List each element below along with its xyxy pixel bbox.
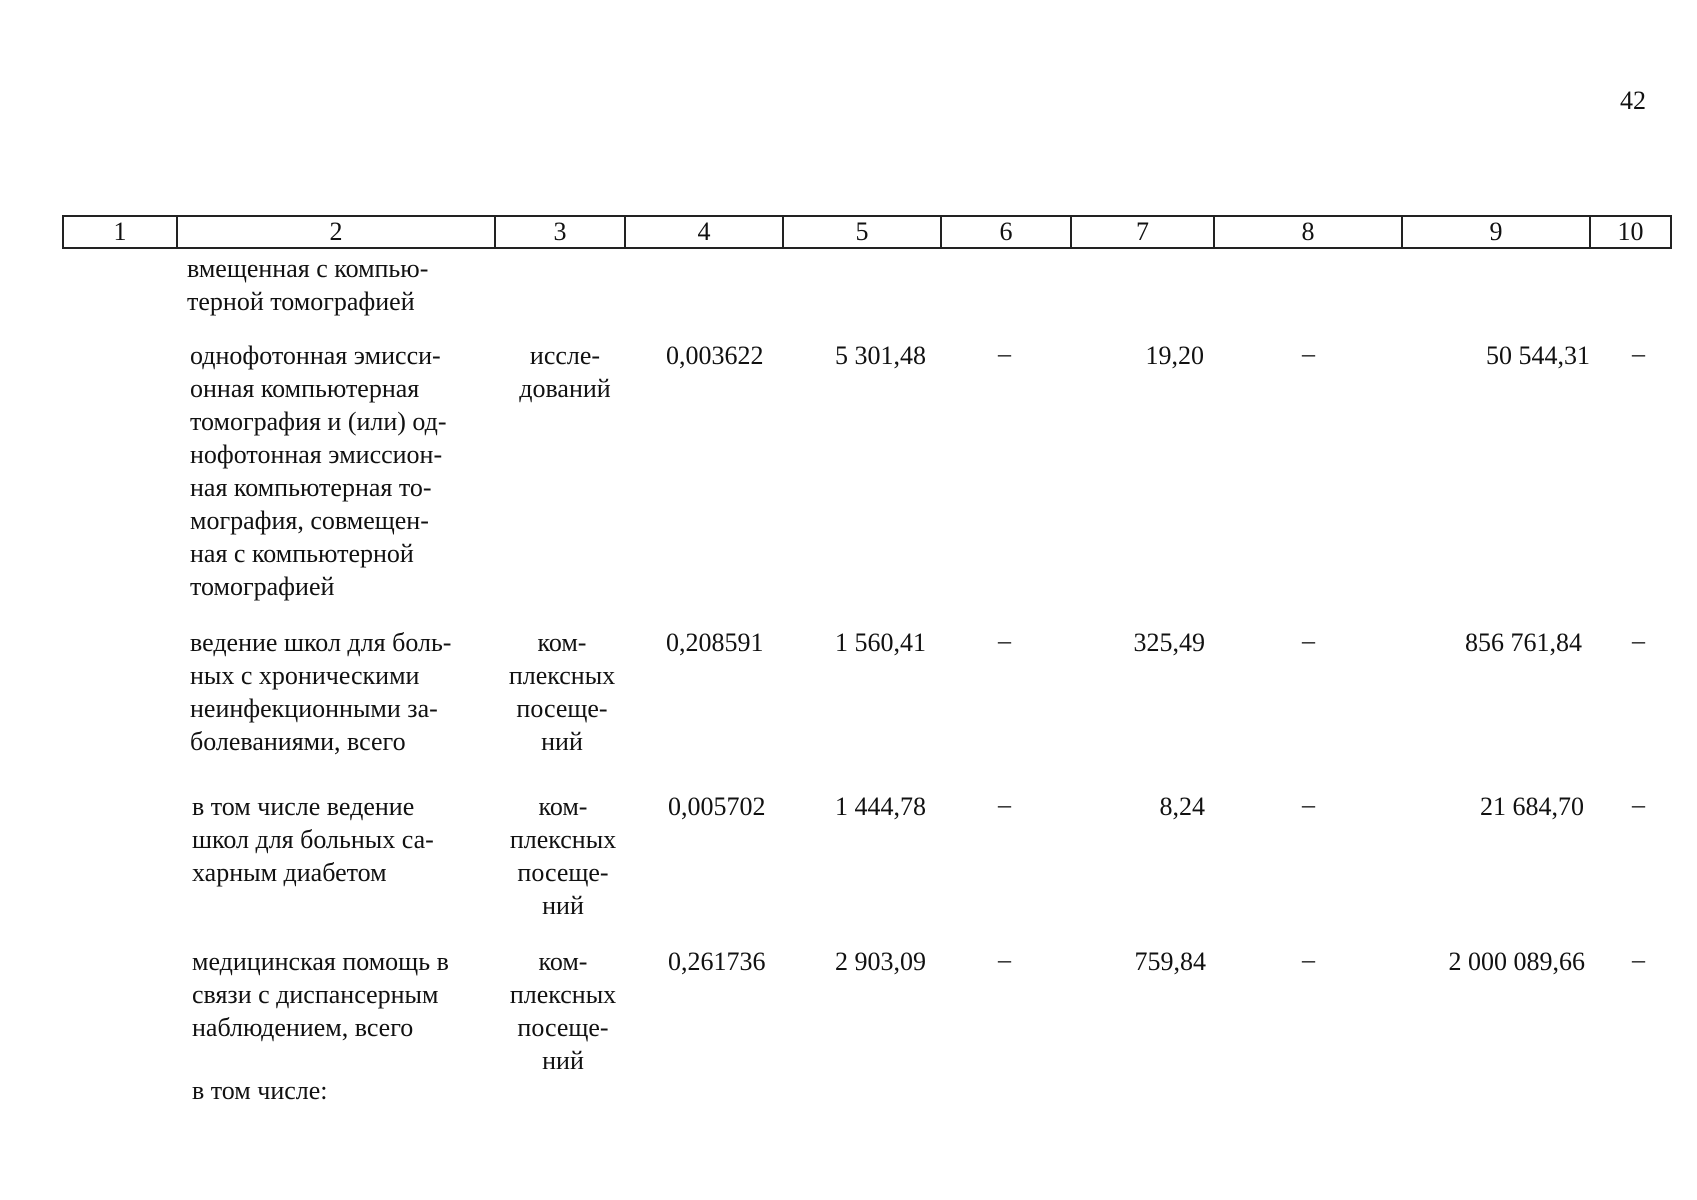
text-line: неинфекционными за- [190, 694, 438, 723]
header-col-7: 7 [1071, 216, 1214, 248]
text-line: ком- [538, 947, 588, 976]
text-line: ком- [537, 628, 587, 657]
text-line: мография, совмещен- [190, 506, 429, 535]
header-col-4: 4 [625, 216, 783, 248]
text-line: плексных [509, 825, 617, 854]
row-4-col10: – [1632, 945, 1645, 974]
text-line: ний [542, 891, 584, 920]
row-3-col6: – [998, 790, 1011, 819]
row-1-col4: 0,003622 [666, 341, 764, 370]
row-2-col4: 0,208591 [666, 628, 764, 657]
text-line: нофотонная эмиссион- [190, 440, 443, 469]
row-3-col10: – [1632, 790, 1645, 819]
text-line: ведение школ для боль- [190, 628, 452, 657]
text-line: школ для больных са- [192, 825, 434, 854]
text-line: иссле- [529, 341, 601, 370]
row-2-name [190, 626, 488, 758]
text-line: ных с хроническими [190, 661, 420, 690]
row-1-col9: 50 544,31 [1486, 341, 1590, 370]
text-line: ная с компьютерной [190, 539, 414, 568]
text-line: ком- [538, 792, 588, 821]
row-3-col9: 21 684,70 [1480, 792, 1584, 821]
header-col-1: 1 [63, 216, 177, 248]
row-3-name [192, 790, 490, 889]
row-1-col7: 19,20 [1145, 341, 1204, 370]
text-line: в том числе ведение [192, 792, 415, 821]
text-line: медицинская помощь в [192, 947, 449, 976]
row-3-col7: 8,24 [1159, 792, 1205, 821]
text-line: посеще- [517, 1013, 609, 1042]
text-line: ний [542, 1046, 584, 1075]
row-2-col5: 1 560,41 [835, 628, 926, 657]
header-col-2: 2 [177, 216, 495, 248]
text-line: посеще- [516, 694, 608, 723]
column-number-header [62, 215, 1672, 249]
row-1-col6: – [998, 339, 1011, 368]
header-col-3: 3 [495, 216, 625, 248]
footer-text: в том числе: [192, 1076, 328, 1105]
text-line: томография и (или) од- [190, 407, 447, 436]
text-line: ний [541, 727, 583, 756]
row-2-unit [502, 626, 622, 758]
row-4-col5: 2 903,09 [835, 947, 926, 976]
text-line: онная компьютерная [190, 374, 420, 403]
header-col-5: 5 [783, 216, 941, 248]
row-3-col8: – [1302, 790, 1315, 819]
row-1-col10: – [1632, 339, 1645, 368]
row-4-col8: – [1302, 945, 1315, 974]
row-2-col6: – [998, 626, 1011, 655]
page-number: 42 [1620, 86, 1646, 115]
row-3-col4: 0,005702 [668, 792, 766, 821]
text-line: связи с диспансерным [192, 980, 439, 1009]
text-line: однофотонная эмисси- [190, 341, 441, 370]
text-line: вмещенная с компью- [187, 254, 429, 283]
row-4-col6: – [998, 945, 1011, 974]
row-2-col9: 856 761,84 [1465, 628, 1582, 657]
row-4-col7: 759,84 [1134, 947, 1206, 976]
row-4-col4: 0,261736 [668, 947, 766, 976]
text-line: дований [519, 374, 611, 403]
row-2-col7: 325,49 [1133, 628, 1205, 657]
text-line: ная компьютерная то- [190, 473, 432, 502]
header-col-6: 6 [941, 216, 1071, 248]
text-line: томографией [190, 572, 335, 601]
row-1-unit [505, 339, 625, 405]
row-4-name [192, 945, 490, 1044]
row-4-unit [503, 945, 623, 1077]
row-1-name [190, 339, 488, 603]
text-line: плексных [509, 980, 617, 1009]
header-col-10: 10 [1590, 216, 1671, 248]
text-line: плексных [508, 661, 616, 690]
row-2-col8: – [1302, 626, 1315, 655]
row-3-unit [503, 790, 623, 922]
text-line: харным диабетом [192, 858, 387, 887]
row-1-col8: – [1302, 339, 1315, 368]
text-line: болеваниями, всего [190, 727, 406, 756]
row-3-col5: 1 444,78 [835, 792, 926, 821]
continuation-text [187, 252, 485, 318]
text-line: наблюдением, всего [192, 1013, 414, 1042]
text-line: терной томографией [187, 287, 415, 316]
row-4-col9: 2 000 089,66 [1448, 947, 1585, 976]
header-col-8: 8 [1214, 216, 1402, 248]
row-1-col5: 5 301,48 [835, 341, 926, 370]
header-col-9: 9 [1402, 216, 1590, 248]
row-2-col10: – [1632, 626, 1645, 655]
text-line: посеще- [517, 858, 609, 887]
